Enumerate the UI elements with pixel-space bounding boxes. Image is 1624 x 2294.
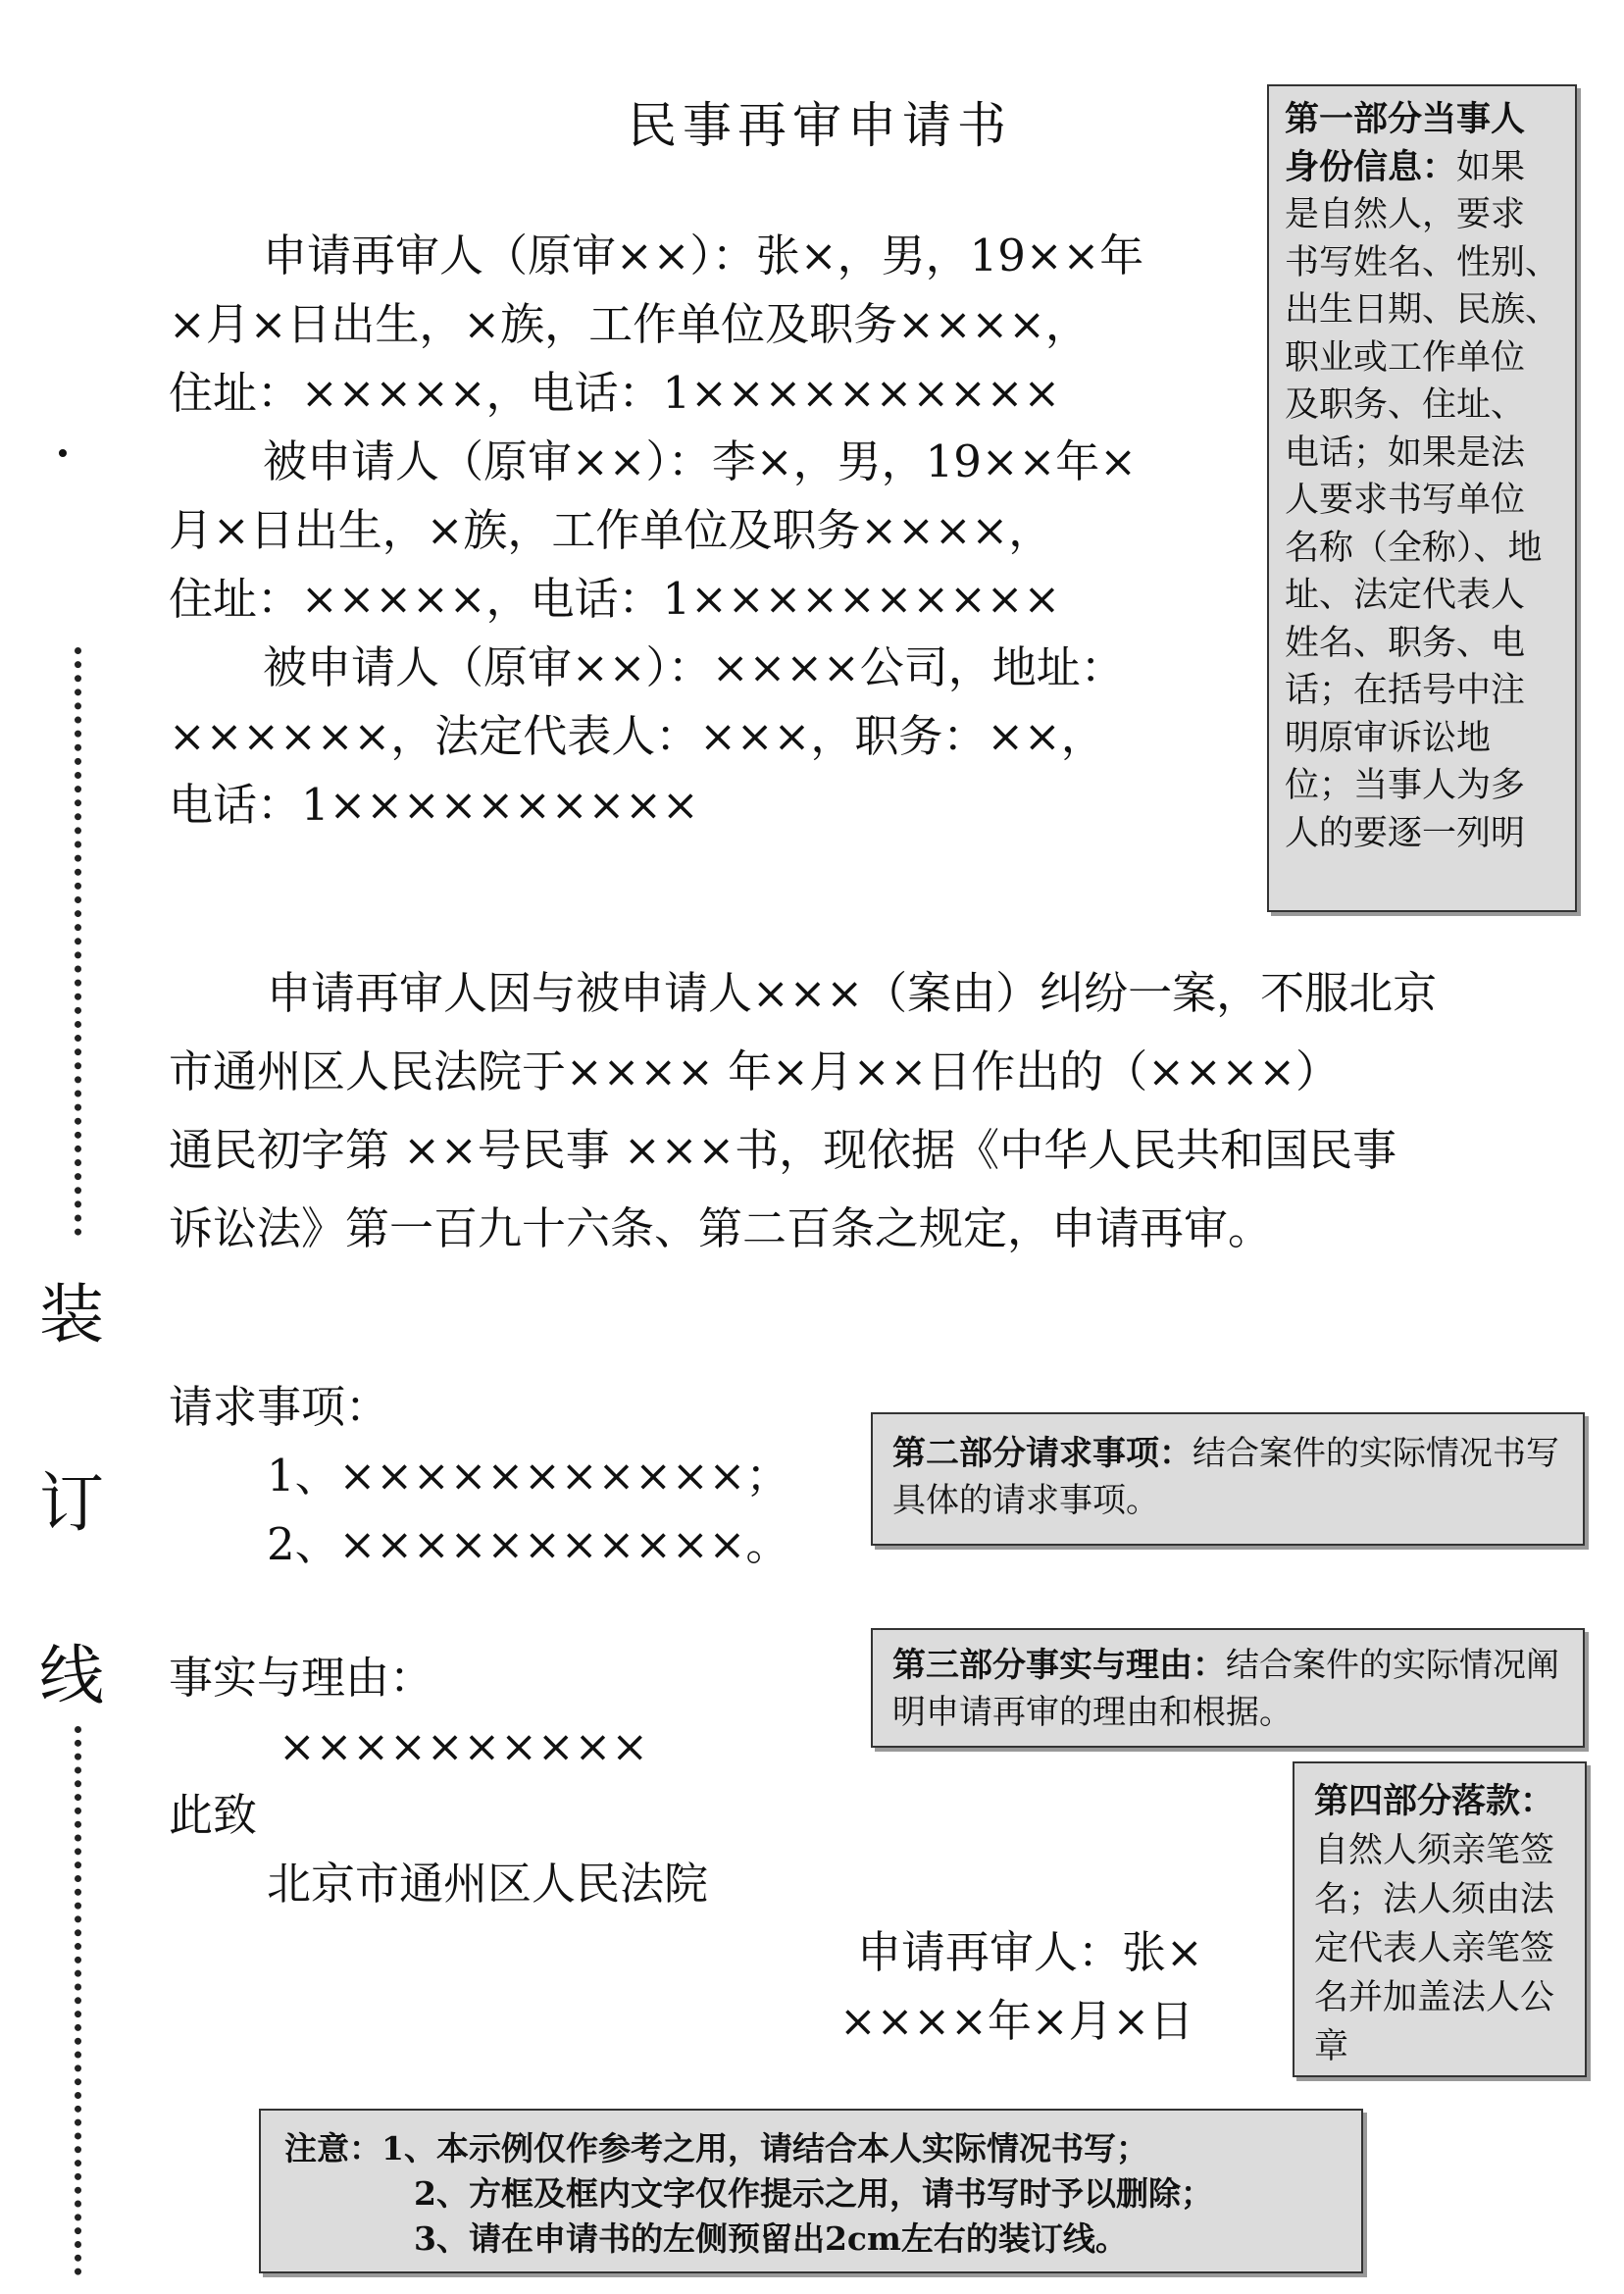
note-line: 及职务、住址、	[1285, 385, 1526, 425]
footer-note-row	[284, 2217, 1338, 2262]
request-item: 2、×××××××××××。	[267, 1518, 790, 1570]
facts-content: ××××××××××	[279, 1720, 649, 1772]
party-line: ××××××，法定代表人：×××，职务：××，	[169, 710, 1105, 762]
binding-dotted-line-bottom	[75, 1726, 87, 2275]
party-line: 月×日出生，×族，工作单位及职务××××，	[169, 504, 1053, 556]
note-line: 出生日期、民族、	[1285, 290, 1560, 330]
body-line: 市通州区人民法院于×××× 年×月××日作出的（××××）	[169, 1045, 1341, 1097]
note-line: 位；当事人为多	[1285, 766, 1526, 805]
binding-mark-dot	[59, 449, 67, 457]
binding-dotted-line-top	[75, 647, 87, 1236]
note-line: 书写姓名、性别、	[1285, 242, 1560, 282]
note-requests	[871, 1412, 1585, 1546]
note-text: 结合案件的实际情况书写具体的请求事项。	[892, 1434, 1559, 1520]
note-signature	[1293, 1761, 1587, 2077]
facts-heading: 事实与理由：	[169, 1652, 434, 1704]
note-facts	[871, 1628, 1585, 1748]
note-line: 明原审诉讼地	[1285, 718, 1492, 758]
footer-note-row	[284, 2126, 1338, 2171]
body-line: 诉讼法》第一百九十六条、第二百条之规定，申请再审。	[169, 1202, 1273, 1254]
note-party-info	[1267, 84, 1577, 912]
footer-note	[259, 2109, 1363, 2273]
note-line: 是自然人，要求	[1285, 195, 1526, 234]
footer-note-row	[284, 2171, 1338, 2217]
request-item: 1、×××××××××××；	[267, 1450, 790, 1502]
footer-note-item: 2、方框及框内文字仅作提示之用，请书写时予以删除；	[414, 2174, 1213, 2213]
note-line-head: 身份信息：	[1285, 146, 1457, 187]
binding-char-zhuang: 装	[39, 1277, 104, 1352]
note-text: 自然人须亲笔签名；法人须由法定代表人亲笔签名并加盖法人公章	[1314, 1831, 1555, 2066]
court-name: 北京市通州区人民法院	[267, 1858, 709, 1910]
footer-note-item: 3、请在申请书的左侧预留出2cm左右的装订线。	[414, 2219, 1128, 2258]
note-line: 职业或工作单位	[1285, 337, 1526, 378]
requests-heading: 请求事项：	[169, 1381, 390, 1433]
party-line: 电话：1××××××××××	[169, 779, 699, 831]
footer-note-item: 1、本示例仅作参考之用，请结合本人实际情况书写；	[381, 2129, 1148, 2167]
note-head: 第二部分请求事项：	[892, 1434, 1193, 1473]
note-line: 人的要逐一列明	[1285, 813, 1526, 853]
party-line: 住址：×××××，电话：1××××××××××	[169, 573, 1061, 625]
party-line: 申请再审人（原审××）：张×，男，19××年	[263, 229, 1144, 281]
signature-date: ××××年×月×日	[839, 1995, 1194, 2047]
note-line: 电话；如果是法	[1285, 433, 1526, 473]
note-text: 结合案件的实际情况阐明申请再审的理由和根据。	[892, 1646, 1559, 1732]
note-line: 姓名、职务、电	[1285, 623, 1526, 663]
party-line: 被申请人（原审××）：李×，男，19××年×	[263, 435, 1137, 487]
party-line: 被申请人（原审××）：××××公司，地址：	[263, 641, 1125, 693]
note-line: 名称（全称）、地	[1285, 528, 1543, 568]
binding-char-ding: 订	[39, 1465, 104, 1541]
party-line: ×月×日出生，×族，工作单位及职务××××，	[169, 298, 1090, 350]
note-line: 人要求书写单位	[1285, 481, 1526, 520]
body-line: 申请再审人因与被申请人×××（案由）纠纷一案，不服北京	[267, 967, 1438, 1019]
binding-char-xian: 线	[39, 1638, 104, 1713]
document-title: 民事再审申请书	[628, 97, 1012, 154]
note-line: 第一部分当事人	[1285, 99, 1526, 139]
note-head: 第四部分落款：	[1314, 1781, 1555, 1821]
footer-note-label: 注意：	[284, 2129, 381, 2167]
party-line: 住址：×××××，电话：1××××××××××	[169, 367, 1061, 419]
note-head: 第三部分事实与理由：	[892, 1646, 1226, 1685]
note-line: 话；在括号中注	[1285, 671, 1526, 710]
salutation: 此致	[169, 1789, 258, 1841]
signature: 申请再审人：张×	[857, 1926, 1203, 1978]
body-line: 通民初字第 ××号民事 ×××书，现依据《中华人民共和国民事	[169, 1124, 1397, 1176]
note-line-rest: 如果	[1456, 147, 1526, 187]
note-line	[1285, 144, 1559, 192]
note-line: 址、法定代表人	[1285, 576, 1526, 615]
